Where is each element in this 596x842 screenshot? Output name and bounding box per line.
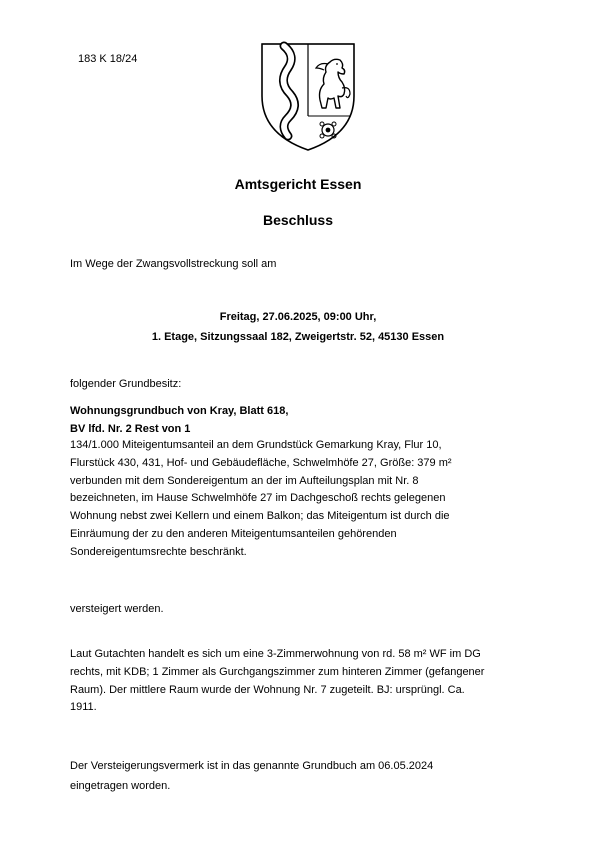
property-description-line: Flurstück 430, 431, Hof- und Gebäudefläche, Schwelmhöfe 27, Größe: 379 m² bbox=[70, 456, 452, 469]
property-description bbox=[70, 437, 510, 562]
appointment-location: 1. Etage, Sitzungssaal 182, Zweigertstr. 52, 45130 Essen bbox=[151, 331, 445, 343]
file-number: 183 K 18/24 bbox=[78, 53, 138, 65]
appointment-block bbox=[0, 307, 596, 347]
property-intro: folgender Grundbesitz: bbox=[70, 378, 182, 390]
appraisal-line: rechts, mit KDB; 1 Zimmer als Gurchgangszimmer zum hinteren Zimmer (gefangener bbox=[70, 665, 485, 678]
property-heading-line: BV lfd. Nr. 2 Rest von 1 bbox=[70, 423, 191, 435]
document-title: Beschluss bbox=[262, 212, 334, 228]
registry-paragraph bbox=[70, 756, 530, 796]
property-description-line: bezeichneten, im Hause Schwelmhöfe 27 im Dachgeschoß rechts gelegenen bbox=[70, 492, 446, 505]
property-heading-line: Wohnungsgrundbuch von Kray, Blatt 618, bbox=[70, 405, 289, 417]
property-description-line: verbunden mit dem Sondereigentum an der im Aufteilungsplan mit Nr. 8 bbox=[70, 474, 419, 487]
intro-text: Im Wege der Zwangsvollstreckung soll am bbox=[70, 258, 277, 270]
registry-line: Der Versteigerungsvermerk ist in das genannte Grundbuch am 06.05.2024 bbox=[70, 760, 434, 772]
property-description-line: Einräumung der zu den anderen Miteigentumsanteilen gehörenden bbox=[70, 527, 397, 540]
appointment-date: Freitag, 27.06.2025, 09:00 Uhr, bbox=[219, 311, 377, 323]
property-description-line: Wohnung nebst zwei Kellern und einem Balkon; das Miteigentum ist durch die bbox=[70, 510, 450, 523]
property-description-line: 134/1.000 Miteigentumsanteil an dem Grundstück Gemarkung Kray, Flur 10, bbox=[70, 439, 442, 451]
court-name: Amtsgericht Essen bbox=[234, 176, 362, 192]
property-description-line: Sondereigentumsrechte beschränkt. bbox=[70, 545, 247, 558]
appraisal-line: 1911. bbox=[70, 701, 97, 714]
auction-text: versteigert werden. bbox=[70, 603, 164, 615]
registry-line: eingetragen worden. bbox=[70, 780, 171, 792]
appraisal-line: Raum). Der mittlere Raum wurde der Wohnung Nr. 7 zugeteilt. BJ: ursprüngl. Ca. bbox=[70, 683, 465, 696]
coat-of-arms-icon bbox=[258, 36, 358, 154]
appraisal-paragraph bbox=[70, 646, 530, 717]
property-heading bbox=[70, 402, 288, 438]
appraisal-line: Laut Gutachten handelt es sich um eine 3-Zimmerwohnung von rd. 58 m² WF im DG bbox=[70, 648, 481, 660]
